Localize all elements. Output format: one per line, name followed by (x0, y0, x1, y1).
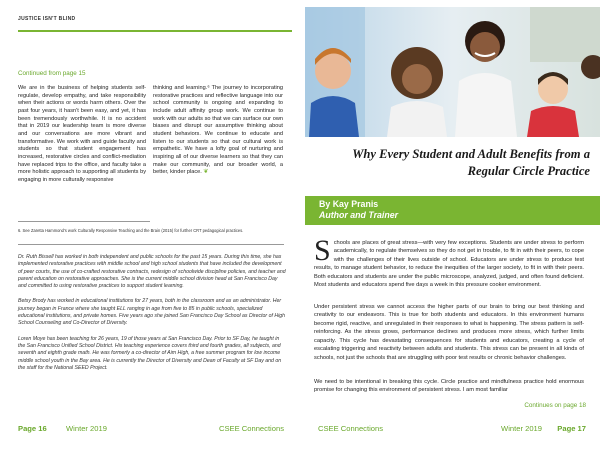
magazine-name: CSEE Connections (218, 424, 284, 433)
folio-right (314, 424, 586, 438)
magazine-name: CSEE Connections (318, 424, 384, 433)
continues-on-link[interactable]: Continues on page 18 (524, 402, 586, 409)
byline (319, 199, 398, 222)
title-box (324, 137, 600, 193)
page-number: Page 17 (557, 424, 586, 433)
leaf-end-mark-icon: ❦ (203, 169, 209, 176)
folio-left (18, 424, 284, 438)
drop-cap: S (314, 234, 331, 267)
bio-betsy-brody: Betsy Brody has worked in educational institutions for 27 years, both in the classroom and as an administrator. Her journey began in France where she taught ELL ranging in age from five to 85 in public schools, specialized educational institutions, and private homes. Five years ago she joined San Francisco Day School as Director of High School Counseling and Co-Director of Diversity. (18, 298, 286, 327)
running-head-rule (18, 30, 292, 32)
page-number: Page 16 (18, 424, 47, 433)
intro-paragraph (314, 234, 584, 290)
bio-ruth-bissell: Dr. Ruth Bissell has worked in both independent and public schools for the past 15 years. During this time, she has implemented restorative practices with middle school and high school students that have included the development of peer courts, the use of co-crafted restorative contracts, redesign of schoolwide discipline policies, and teacher and parent education on restorative approaches. She is the current middle school division head at San Francisco Day and committed to using restorative practices to support student learning. (18, 254, 286, 290)
bio-divider (18, 244, 284, 245)
footnote: 6. See Zaretta Hammond's work Culturally Responsive Teaching and the Brain (2015) for further CRT pedagogical practices. (18, 228, 244, 233)
author-name: By Kay Pranis (319, 199, 379, 209)
body-column-right (153, 85, 283, 177)
continued-from-link[interactable]: Continued from page 15 (18, 70, 86, 77)
bio-loren-moye: Loren Moye has been teaching for 26 years, 19 of those years at San Francisco Day. Prior to SF Day, he taught in the San Francisco Unified School District. His teaching experience covers third and fourth grades, all subjects, and seventh and eighth grade math. He was formerly a co-director of Aim High, a free summer program for low income middle school youth in the Bay area. He is currently the Director of Diversity and Dean of Faculty at SF Day and on the staff for the National SEED Project. (18, 335, 282, 371)
article-title: Why Every Student and Adult Benefits from a Regular Circle Practice (352, 147, 590, 178)
body-paragraph-3: We need to be intentional in breaking this cycle. Circle practice and mindfulness practice hold enormous promise for changing this environment of persistent stress. I am most familiar (314, 379, 584, 394)
issue-date: Winter 2019 (66, 424, 107, 433)
intro-text: chools are places of great stress—with very few exceptions. Students are under stress to perform academically, to regulate themselves so they do not get in trouble, to fit in with their peers, to cope with the challenges of their lives outside of school. Educators are under stress to produce test results, to manage student behavior, to reduce the inequities of the larger society, to fit in with their peers. Both educators and students are under the public microscope, analyzed, judged, and often found deficient. Most students and educators spend five days a week in this pressure cooker environment. (314, 240, 584, 289)
classroom-photo (305, 7, 600, 137)
footnote-rule (18, 221, 150, 222)
classroom-photo-illustration (305, 7, 600, 137)
byline-bar (305, 196, 600, 225)
body-column-left: We are in the business of helping students self-regulate, develop empathy, and take responsibility when their actions or words harm others. Over the past four years, it hasn't been easy, and yet, it has been tremendously worthwhile. It is no accident that in 2019 our leadership team is more diverse and our conversations are more vibrant and transformative. We work with and guide faculty and students so that student engagement has increased, restorative circles and conflict-mediation have replaced trips to the office, and faculty take a more holistic approach to supporting all students by engaging in more culturally responsive (18, 85, 146, 183)
author-role: Author and Trainer (319, 210, 399, 221)
right-page (300, 0, 600, 450)
issue-date: Winter 2019 (501, 424, 542, 433)
body-paragraph-2: Under persistent stress we cannot access the higher parts of our brain to bring our best thinking and creativity to our endeavors. This is true for both students and educators. In this environment humans become rigid, reactive, and unregulated in their responses to what is happening. The stress pattern is self-reinforcing. As the stress grows, performance declines and produces more stress, which further limits capacity. This cycle has devastating consequences for students and educators, creating a cycle of escalating triggering and reactivity between adults and students. This stress can be present in all kinds of schools, not just the schools that are struggling with poor test results or chronic behavior challenges. (314, 304, 584, 361)
running-head: JUSTICE ISN'T BLIND (18, 16, 76, 22)
body-column-right-text: thinking and learning.⁶ The journey to incorporating restorative practices and reflective language into our school community is ongoing and expanding to include adult affinity group work. We continue to work with our adults so that we can surface our own biases and disrupt our assumptive thinking about student behaviors. We continue to educate and listen to our students so that our cultural work is empathetic. We have a lofty goal of nurturing and inspiring all of our diverse learners so that they can make our community, and our broader world, a better, kinder place. (153, 85, 283, 176)
author-bios (18, 254, 286, 380)
